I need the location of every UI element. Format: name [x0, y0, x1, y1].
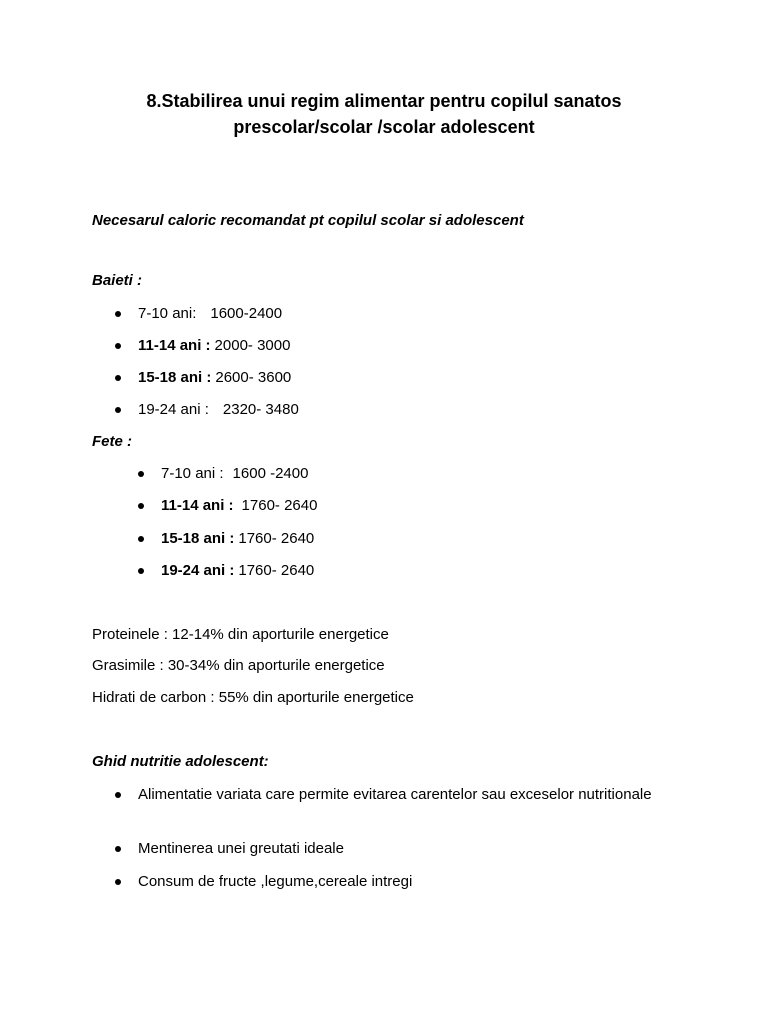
caloric-heading: Necesarul caloric recomandat pt copilul scolar si adolescent	[92, 212, 524, 229]
ghid-heading: Ghid nutritie adolescent:	[92, 753, 269, 770]
fete-heading: Fete :	[92, 433, 133, 450]
bullet-icon	[138, 568, 144, 574]
baieti-item	[115, 304, 282, 324]
fete-item-value: 1760- 2640	[238, 562, 315, 579]
fete-item	[138, 529, 314, 549]
baieti-item-value: 2320- 3480	[222, 401, 299, 418]
ghid-item-text: Alimentatie variata care permite evitarea carentelor sau exceselor nutritionale	[138, 786, 652, 803]
fete-item	[138, 464, 308, 484]
baieti-heading: Baieti :	[92, 272, 143, 289]
nutrient-proteine: Proteinele : 12-14% din aporturile energetice	[92, 626, 389, 643]
baieti-item-value: 1600-2400	[210, 305, 283, 322]
baieti-item	[115, 400, 299, 420]
fete-item-label: 11-14 ani :	[161, 497, 234, 514]
bullet-icon	[115, 311, 121, 317]
bullet-icon	[115, 846, 121, 852]
ghid-item	[115, 839, 344, 859]
bullet-icon	[115, 792, 121, 798]
fete-item-label: 19-24 ani :	[161, 562, 235, 579]
bullet-icon	[115, 375, 121, 381]
nutrient-grasimi: Grasimile : 30-34% din aporturile energetice	[92, 657, 385, 674]
baieti-item	[115, 336, 290, 356]
fete-item-label: 15-18 ani :	[161, 530, 235, 547]
bullet-icon	[138, 503, 144, 509]
bullet-icon	[138, 536, 144, 542]
fete-item-value: 1760- 2640	[241, 497, 318, 514]
bullet-icon	[115, 343, 121, 349]
baieti-item-label: 19-24 ani :	[138, 401, 209, 418]
ghid-item	[115, 872, 412, 892]
document-title-line-2: prescolar/scolar /scolar adolescent	[233, 117, 535, 137]
fete-item-value: 1760- 2640	[238, 530, 315, 547]
bullet-icon	[115, 407, 121, 413]
document-title-line-1: 8.Stabilirea unui regim alimentar pentru copilul sanatos	[146, 91, 622, 111]
baieti-item-value: 2600- 3600	[215, 369, 292, 386]
baieti-item-label: 11-14 ani :	[138, 337, 211, 354]
baieti-item-label: 15-18 ani :	[138, 369, 212, 386]
ghid-item-text: Consum de fructe ,legume,cereale intregi	[138, 873, 413, 890]
ghid-item	[115, 785, 668, 805]
bullet-icon	[115, 879, 121, 885]
ghid-item-text: Mentinerea unei greutati ideale	[138, 840, 344, 857]
fete-item	[138, 561, 314, 581]
fete-item-value: 1600 -2400	[232, 465, 309, 482]
baieti-item-value: 2000- 3000	[214, 337, 291, 354]
baieti-item-label: 7-10 ani:	[138, 305, 197, 322]
nutrient-hidrati: Hidrati de carbon : 55% din aporturile energetice	[92, 689, 414, 706]
baieti-item	[115, 368, 291, 388]
fete-item	[138, 496, 317, 516]
fete-item-label: 7-10 ani :	[161, 465, 224, 482]
bullet-icon	[138, 471, 144, 477]
